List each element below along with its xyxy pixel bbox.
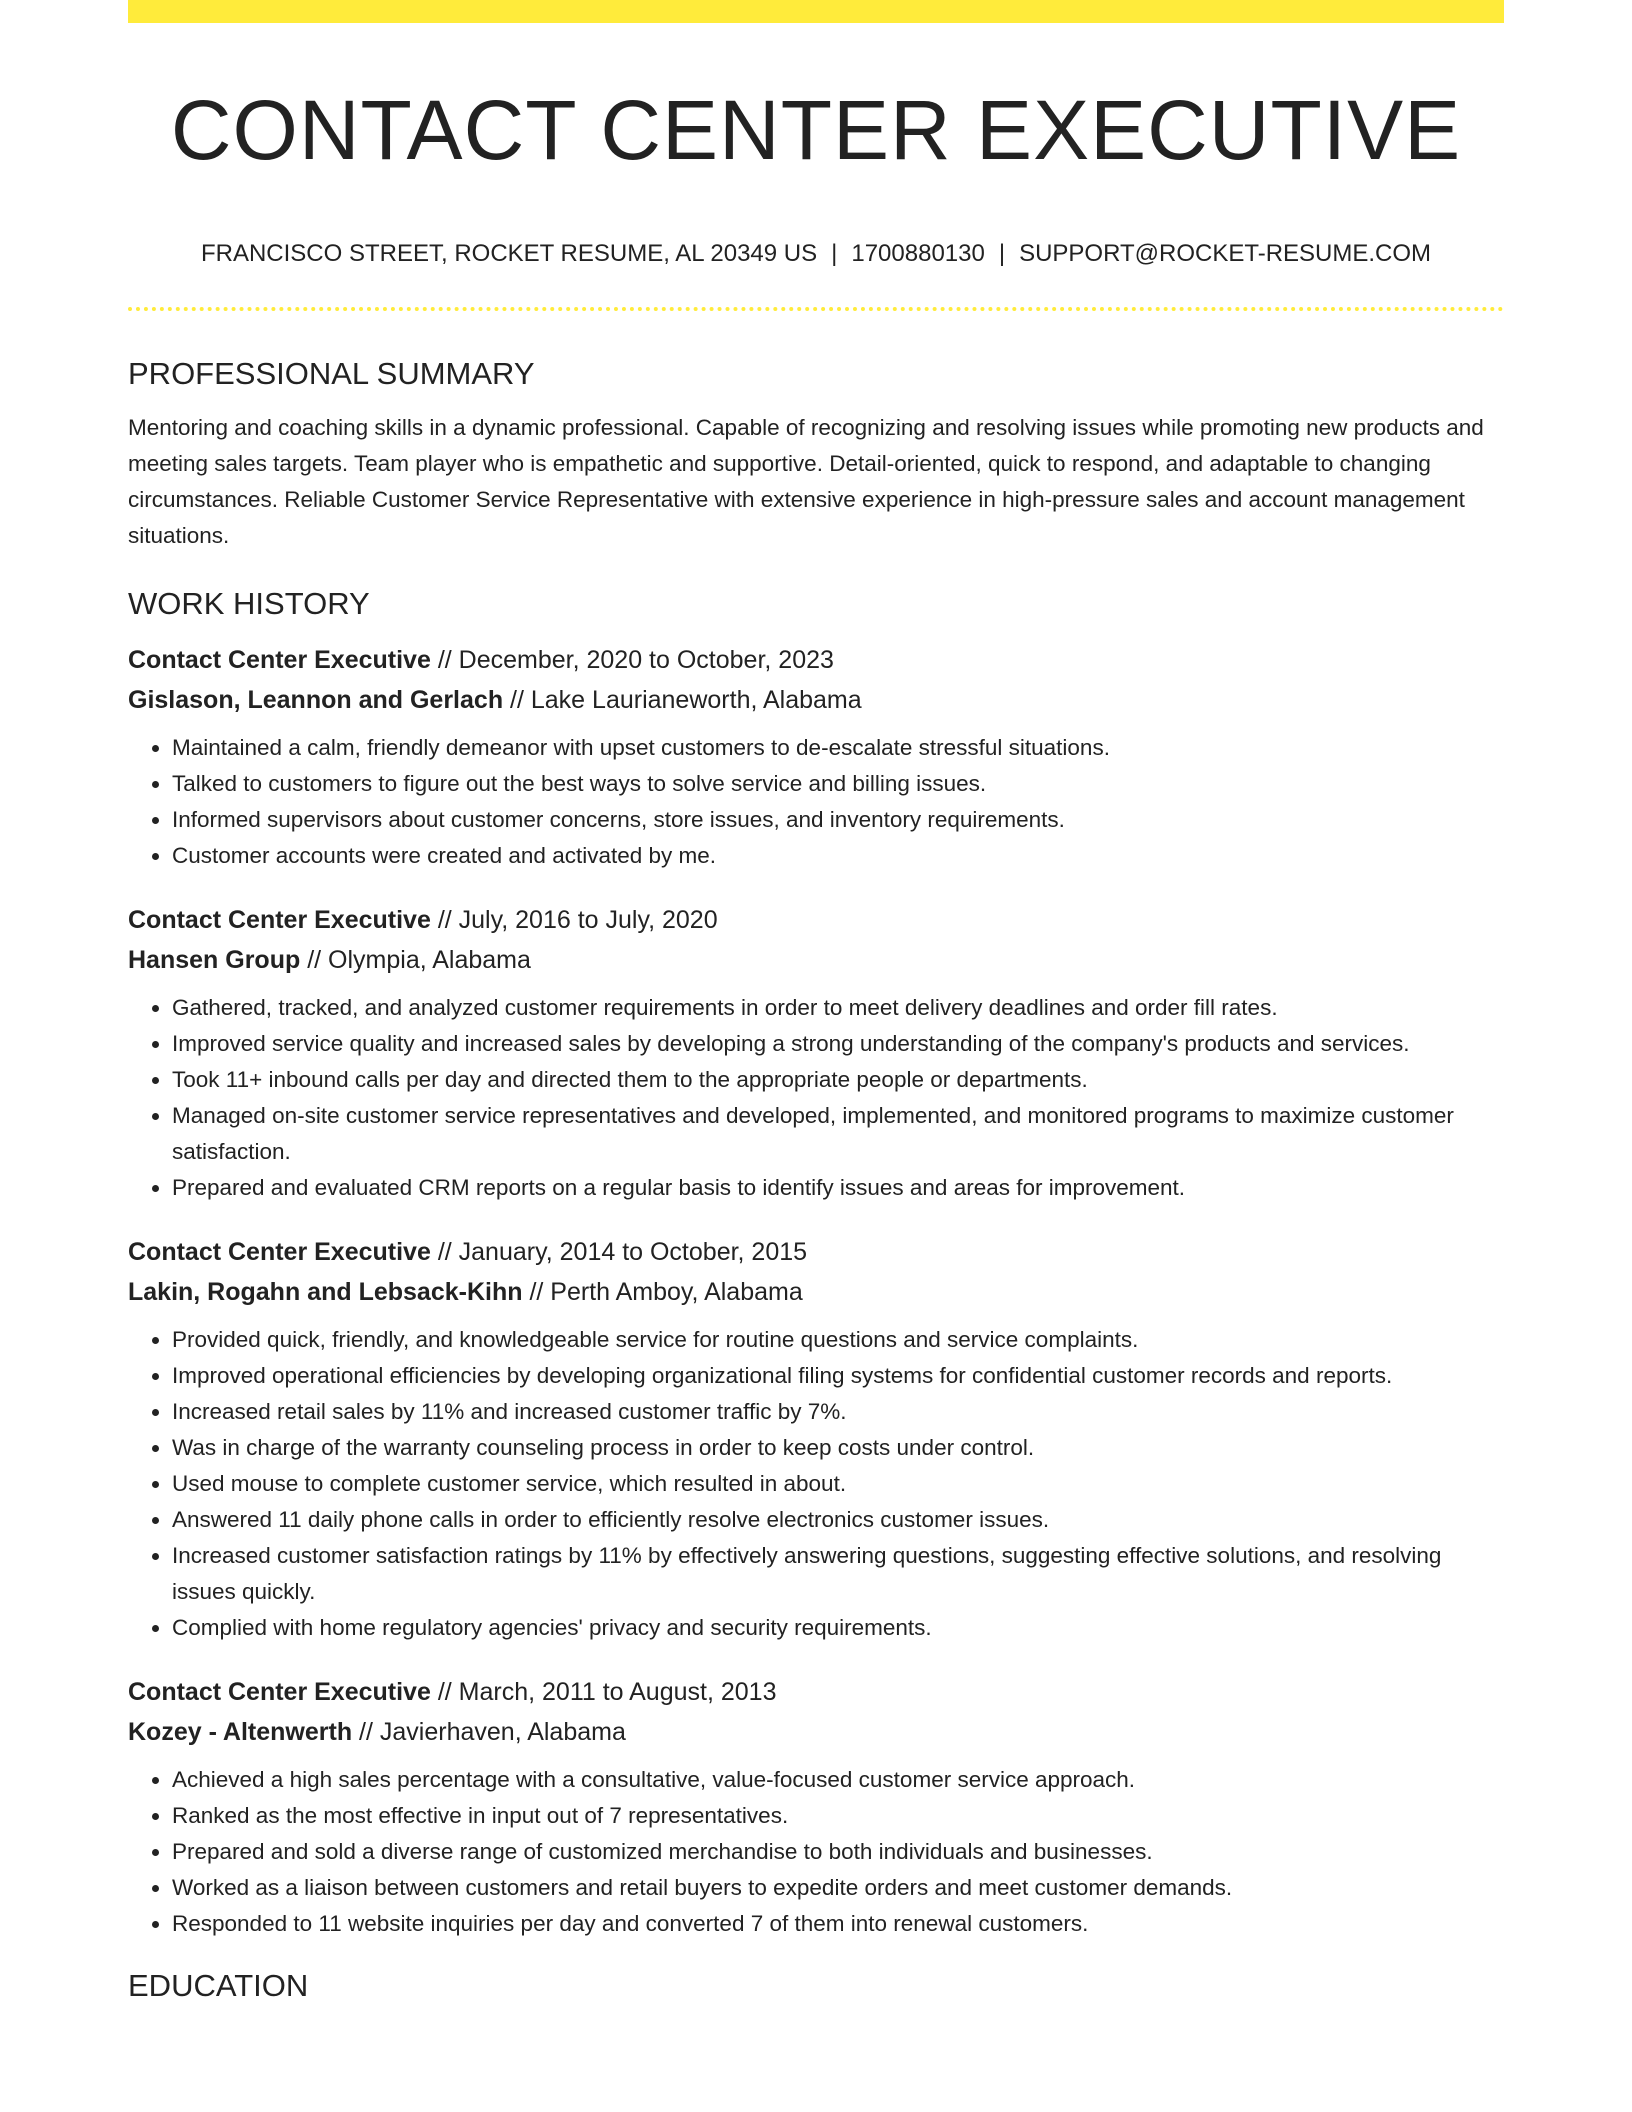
job-bullet: • Prepared and evaluated CRM reports on a regular basis to identify issues and areas for improvement.	[172, 1170, 1504, 1206]
job-bullet: • Increased retail sales by 11% and increased customer traffic by 7%.	[172, 1394, 1504, 1430]
job-bullets	[128, 990, 1504, 1206]
accent-bar	[128, 0, 1504, 23]
job-title-line	[128, 1672, 1504, 1712]
job-title-line	[128, 640, 1504, 680]
job-bullet: • Ranked as the most effective in input out of 7 representatives.	[172, 1798, 1504, 1834]
job-bullet: • Answered 11 daily phone calls in order to efficiently resolve electronics customer issues.	[172, 1502, 1504, 1538]
job-bullets	[128, 1322, 1504, 1646]
job-title: Contact Center Executive	[128, 1238, 431, 1266]
job-company: Kozey - Altenwerth	[128, 1718, 353, 1746]
job-bullet: • Used mouse to complete customer service, which resulted in about.	[172, 1466, 1504, 1502]
job-bullet: • Managed on-site customer service representatives and developed, implemented, and monitored programs to maximize customer satisfaction.	[172, 1098, 1504, 1170]
resume-body	[128, 352, 1504, 2008]
job-entry	[128, 900, 1504, 1206]
summary-text: Mentoring and coaching skills in a dynamic professional. Capable of recognizing and resolving issues while promoting new products and meeting sales targets. Team player who is empathetic and supportive. Detail-oriented, quick to respond, and adaptable to changing circumstances. Reliable Customer Service Representative with extensive experience in high-pressure sales and account management situations.	[128, 415, 1484, 548]
job-company: Lakin, Rogahn and Lebsack-Kihn	[128, 1278, 523, 1306]
contact-email: SUPPORT@ROCKET-RESUME.COM	[1019, 240, 1432, 267]
job-title: Contact Center Executive	[128, 646, 431, 674]
job-bullet: • Was in charge of the warranty counseling process in order to keep costs under control.	[172, 1430, 1504, 1466]
job-dates: // January, 2014 to October, 2015	[430, 1238, 808, 1266]
job-bullet: • Informed supervisors about customer concerns, store issues, and inventory requirements.	[172, 802, 1504, 838]
job-bullet: • Achieved a high sales percentage with a consultative, value-focused customer service approach.	[172, 1762, 1504, 1798]
job-location: // Lake Laurianeworth, Alabama	[503, 686, 862, 714]
contact-separator: |	[998, 240, 1006, 267]
job-bullet: • Provided quick, friendly, and knowledgeable service for routine questions and service complaints.	[172, 1322, 1504, 1358]
job-bullet: • Worked as a liaison between customers and retail buyers to expedite orders and meet customer demands.	[172, 1870, 1504, 1906]
job-bullet: • Took 11+ inbound calls per day and directed them to the appropriate people or departments.	[172, 1062, 1504, 1098]
job-bullets	[128, 730, 1504, 874]
job-company-line	[128, 940, 1504, 980]
job-bullet: • Gathered, tracked, and analyzed customer requirements in order to meet delivery deadlines and order fill rates.	[172, 990, 1504, 1026]
job-title-line	[128, 900, 1504, 940]
job-location: // Olympia, Alabama	[300, 946, 531, 974]
job-title: Contact Center Executive	[128, 906, 431, 934]
job-entry	[128, 640, 1504, 874]
job-title: Contact Center Executive	[128, 1678, 431, 1706]
contact-separator: |	[831, 240, 838, 267]
job-entry	[128, 1672, 1504, 1942]
page-title: CONTACT CENTER EXECUTIVE	[170, 83, 1462, 177]
job-company-line	[128, 1272, 1504, 1312]
job-location: // Javierhaven, Alabama	[352, 1718, 626, 1746]
job-bullet: • Maintained a calm, friendly demeanor with upset customers to de-escalate stressful situations.	[172, 730, 1504, 766]
job-company-line	[128, 1712, 1504, 1752]
job-company-line	[128, 680, 1504, 720]
job-company: Hansen Group	[128, 946, 301, 974]
contact-phone: 1700880130	[851, 240, 985, 267]
job-bullet: • Responded to 11 website inquiries per day and converted 7 of them into renewal customers.	[172, 1906, 1504, 1942]
summary-heading: PROFESSIONAL SUMMARY	[128, 356, 535, 391]
work-history-heading: WORK HISTORY	[128, 586, 370, 621]
contact-address: FRANCISCO STREET, ROCKET RESUME, AL 20349 US	[200, 240, 818, 267]
job-bullet: • Increased customer satisfaction ratings by 11% by effectively answering questions, suggesting effective solutions, and resolving issues quickly.	[172, 1538, 1504, 1610]
job-bullet: • Prepared and sold a diverse range of customized merchandise to both individuals and businesses.	[172, 1834, 1504, 1870]
job-bullets	[128, 1762, 1504, 1942]
job-dates: // March, 2011 to August, 2013	[430, 1678, 777, 1706]
job-company: Gislason, Leannon and Gerlach	[128, 686, 504, 714]
job-entry	[128, 1232, 1504, 1646]
job-bullet: • Talked to customers to figure out the best ways to solve service and billing issues.	[172, 766, 1504, 802]
contact-line	[128, 236, 1504, 272]
job-bullet: • Improved service quality and increased sales by developing a strong understanding of the company's products and services.	[172, 1026, 1504, 1062]
education-heading: EDUCATION	[128, 1968, 309, 2003]
job-dates: // July, 2016 to July, 2020	[430, 906, 718, 934]
job-bullet: • Complied with home regulatory agencies' privacy and security requirements.	[172, 1610, 1504, 1646]
job-title-line	[128, 1232, 1504, 1272]
job-bullet: • Customer accounts were created and activated by me.	[172, 838, 1504, 874]
job-list	[128, 640, 1504, 1942]
job-location: // Perth Amboy, Alabama	[522, 1278, 803, 1306]
job-bullet: • Improved operational efficiencies by developing organizational filing systems for confidential customer records and reports.	[172, 1358, 1504, 1394]
header-divider	[128, 307, 1504, 311]
job-dates: // December, 2020 to October, 2023	[430, 646, 834, 674]
